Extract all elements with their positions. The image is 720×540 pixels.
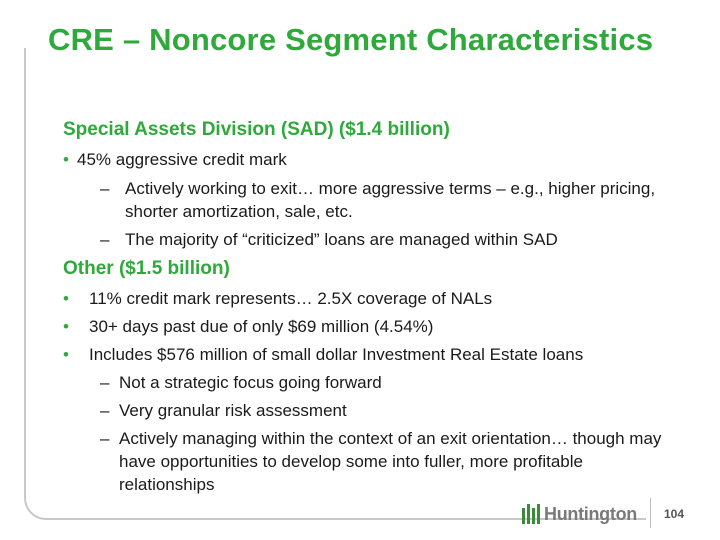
sub-bullet-text: The majority of “criticized” loans are managed within SAD [125,230,558,249]
dash-marker: – [100,230,110,249]
sub-bullet-item [63,228,703,251]
slide-body [63,117,703,496]
sub-bullet-text: Actively managing within the context of an exit orientation… though may [119,429,662,448]
sub-bullet-text: relationships [119,475,215,494]
bullet-marker: • [63,317,69,336]
sub-bullet-continuation [63,473,703,496]
bullet-marker: • [63,150,69,169]
bullet-marker: • [63,345,69,364]
dash-marker: – [100,179,110,198]
page-number: 104 [664,507,685,521]
sub-bullet-text: Very granular risk assessment [119,401,347,420]
section-heading-sad: Special Assets Division (SAD) ($1.4 billion) [63,119,450,140]
sub-bullet-item [63,371,703,394]
dash-marker: – [100,373,110,392]
huntington-logo [522,502,637,526]
slide-title: CRE – Noncore Segment Characteristics [48,22,654,57]
bullet-item [63,287,703,310]
sub-bullet-item [63,427,703,450]
sub-bullet-continuation [63,450,703,473]
bullet-text: 30+ days past due of only $69 million (4.54%) [89,317,434,336]
bullet-marker: • [63,289,69,308]
logo-wordmark: Huntington [544,503,637,524]
sub-bullet-text: have opportunities to develop some into fuller, more profitable [119,452,583,471]
huntington-bars-logo-icon [522,504,540,524]
section-heading-other: Other ($1.5 billion) [63,258,230,279]
bullet-item [63,343,703,366]
bullet-text: Includes $576 million of small dollar Investment Real Estate loans [89,345,584,364]
sub-bullet-continuation [63,200,703,223]
dash-marker: – [100,401,110,420]
bullet-item [63,315,703,338]
sub-bullet-item [63,177,703,200]
sub-bullet-item [63,399,703,422]
bullet-text: 11% credit mark represents… 2.5X coverage of NALs [89,289,493,308]
bullet-item [63,148,703,171]
footer-divider [650,498,651,528]
dash-marker: – [100,429,110,448]
sub-bullet-text: Actively working to exit… more aggressive terms – e.g., higher pricing, [125,179,656,198]
sub-bullet-text: shorter amortization, sale, etc. [125,202,353,221]
sub-bullet-text: Not a strategic focus going forward [119,373,382,392]
bullet-text: 45% aggressive credit mark [77,150,287,169]
